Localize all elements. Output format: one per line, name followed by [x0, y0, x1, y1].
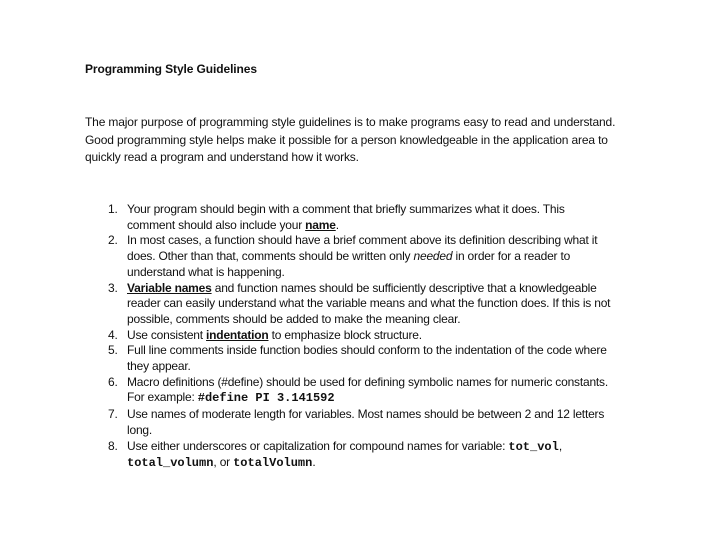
item-text [127, 233, 647, 280]
item-number: 6. [108, 374, 118, 389]
item-line: long. [127, 422, 153, 437]
text-run: and function names should be sufficiently descriptive that a knowledgeable [211, 280, 597, 295]
list-item [0, 281, 720, 328]
list-item [0, 439, 720, 472]
text-run: Use either underscores or capitalization for compound names for variable: [127, 438, 509, 453]
item-line: Your program should begin with a comment that briefly summarizes what it does. This [127, 202, 565, 216]
item-line: reader can easily understand what the variable means and what the function does. If this is not [127, 296, 611, 311]
item-number: 3. [108, 280, 118, 295]
item-line: possible, comments should be added to make the meaning clear. [127, 311, 461, 326]
text-run: . [335, 217, 339, 232]
list-item [0, 407, 720, 438]
item-line: Full line comments inside function bodies should conform to the indentation of the code where [127, 343, 607, 358]
text-run: in order for a reader to [452, 249, 571, 264]
item-line: understand what is happening. [127, 264, 285, 279]
text-run: . [312, 455, 316, 470]
item-number: 7. [108, 407, 118, 422]
item-number: 4. [108, 327, 118, 342]
guidelines-list [0, 202, 720, 472]
item-text [127, 439, 647, 472]
intro-paragraph [85, 114, 655, 167]
page-title: Programming Style Guidelines [85, 62, 257, 76]
text-run: , or [213, 455, 234, 470]
list-item [0, 343, 720, 374]
item-text [127, 407, 647, 438]
underlined-term: Variable names [127, 280, 212, 295]
list-item [0, 375, 720, 407]
text-run: , [558, 438, 562, 453]
code-snippet: tot_vol [508, 439, 559, 454]
item-line [127, 455, 647, 472]
text-run: For example: [127, 390, 198, 405]
item-text [127, 202, 647, 233]
item-text [127, 343, 647, 374]
item-number: 1. [108, 202, 118, 216]
item-line [127, 281, 647, 297]
item-line: Use names of moderate length for variables. Most names should be between 2 and 12 letters [127, 407, 605, 422]
text-run: to emphasize block structure. [268, 327, 422, 342]
code-snippet: #define PI 3.141592 [197, 391, 335, 406]
item-text [127, 281, 647, 328]
underlined-term: name [305, 217, 336, 232]
underlined-term: indentation [206, 327, 269, 342]
item-line: Macro definitions (#define) should be used for defining symbolic names for numeric constants. [127, 374, 608, 389]
item-line [127, 249, 647, 265]
item-number: 5. [108, 343, 118, 358]
item-number: 8. [108, 438, 118, 453]
item-text [127, 375, 647, 407]
item-line: In most cases, a function should have a brief comment above its definition describing what it [127, 233, 598, 248]
item-line [127, 328, 647, 344]
item-line [127, 218, 647, 234]
intro-line: The major purpose of programming style guidelines is to make programs easy to read and understand. [85, 115, 616, 129]
list-item [0, 233, 720, 280]
item-line [127, 439, 647, 456]
code-snippet: total_volumn [127, 456, 214, 471]
item-text [127, 328, 647, 344]
code-snippet: totalVolumn [233, 456, 313, 471]
intro-line: Good programming style helps make it possible for a person knowledgeable in the application area to [85, 132, 608, 147]
item-line [127, 390, 647, 407]
list-item [0, 202, 720, 233]
text-run: comment should also include your [127, 217, 306, 232]
item-number: 2. [108, 233, 118, 248]
text-run: does. Other than that, comments should be written only [127, 249, 414, 264]
italic-term: needed [413, 249, 453, 264]
intro-line: quickly read a program and understand how it works. [85, 150, 359, 164]
list-item [0, 328, 720, 344]
text-run: Use consistent [127, 327, 207, 342]
item-line: they appear. [127, 359, 191, 374]
